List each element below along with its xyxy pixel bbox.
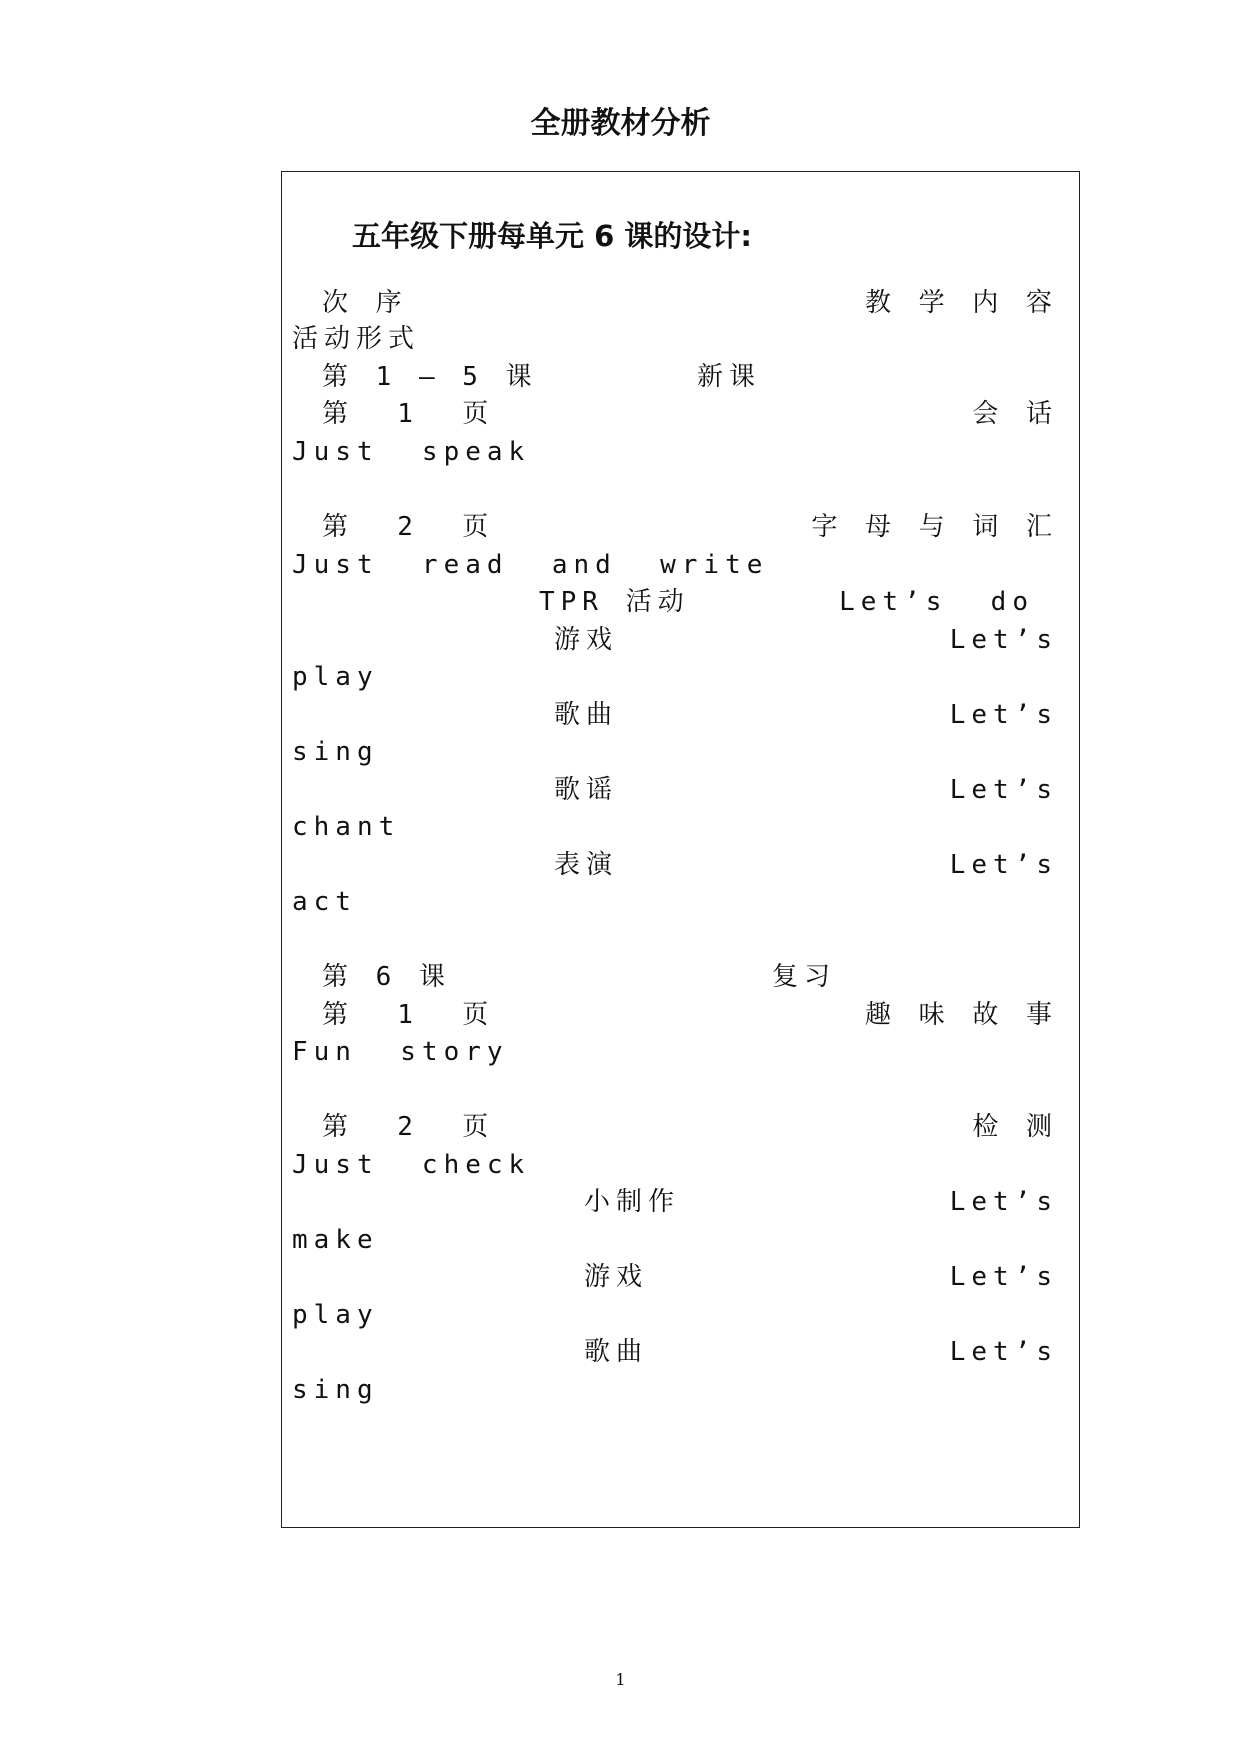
lets-play-1: Let’s: [949, 625, 1058, 655]
tpr-activity: TPR 活动: [539, 587, 690, 617]
check-cn: 检 测: [972, 1112, 1058, 1142]
just-speak: Just speak: [292, 437, 531, 467]
just-check: Just check: [292, 1150, 531, 1180]
page-1-label: 第 1 页: [322, 399, 495, 429]
review-label: 复习: [772, 962, 837, 992]
lesson-6: 第 6 课: [322, 962, 451, 992]
song-2: 歌曲: [584, 1337, 649, 1367]
chant-en: chant: [292, 812, 401, 842]
letters-vocab: 字 母 与 词 汇: [811, 512, 1058, 542]
page-1b-label: 第 1 页: [322, 1000, 495, 1030]
lets-play-2: Let’s: [949, 1262, 1058, 1292]
act-en: act: [292, 887, 357, 917]
just-read-write: Just read and write: [292, 550, 769, 580]
lets-chant: Let’s: [949, 775, 1058, 805]
page-number: 1: [615, 1670, 626, 1689]
sing-1: sing: [292, 737, 379, 767]
lets-do: Let’s do: [839, 587, 1034, 617]
game-2: 游戏: [584, 1262, 649, 1292]
page-title: 全册教材分析: [530, 106, 711, 141]
lets-sing-1: Let’s: [949, 700, 1058, 730]
page-2b-label: 第 2 页: [322, 1112, 495, 1142]
lets-make: Let’s: [949, 1187, 1058, 1217]
header-content: 教 学 内 容: [865, 288, 1058, 318]
chant-cn: 歌谣: [554, 775, 619, 805]
lets-sing-2: Let’s: [949, 1337, 1058, 1367]
song-1: 歌曲: [554, 700, 619, 730]
new-lesson: 新课: [697, 362, 762, 392]
section-heading: 五年级下册每单元 6 课的设计:: [352, 219, 752, 253]
lessons-1-5: 第 1 – 5 课: [322, 362, 538, 392]
play-1: play: [292, 662, 379, 692]
fun-story: Fun story: [292, 1037, 509, 1067]
lets-act: Let’s: [949, 850, 1058, 880]
header-order: 次 序: [322, 288, 408, 318]
dialogue-label: 会 话: [972, 399, 1058, 429]
craft: 小制作: [584, 1187, 681, 1217]
game-1: 游戏: [554, 625, 619, 655]
header-form: 活动形式: [292, 324, 421, 354]
page-2-label: 第 2 页: [322, 512, 495, 542]
play-2: play: [292, 1300, 379, 1330]
fun-story-cn: 趣 味 故 事: [865, 1000, 1058, 1030]
make: make: [292, 1225, 379, 1255]
sing-2: sing: [292, 1375, 379, 1405]
act-cn: 表演: [554, 850, 619, 880]
